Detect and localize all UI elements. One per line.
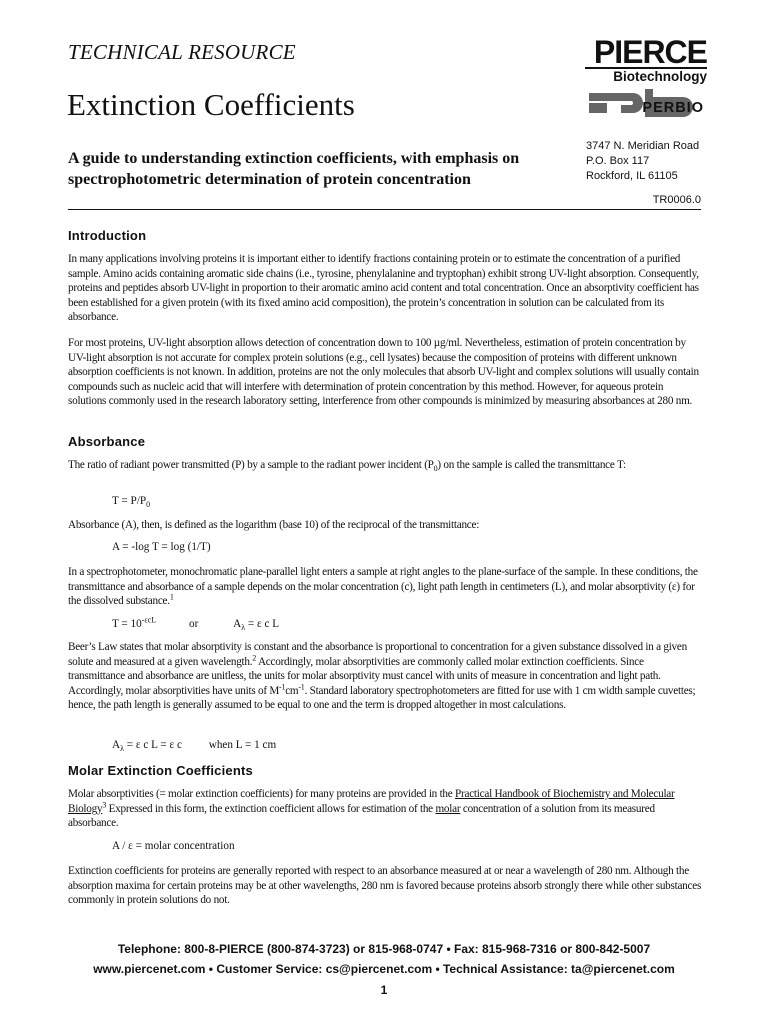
text-run: In a spectrophotometer, monochromatic plane-parallel light enters a sample at right angles to the plane-surface of the sample. In these conditions, the transmittance and absorbance of a sample depends on the molar concentration (c), light path length in centimeters (L), and molar absorptivity (ε) for the dissolved substance. — [68, 566, 698, 608]
superscript: 2 — [252, 652, 257, 662]
text-run: Expressed in this form, the extinction coefficient allows for estimation of the — [106, 802, 436, 815]
superscript: -1 — [279, 682, 286, 692]
page-number: 1 — [380, 983, 388, 997]
text-run: = ε c L — [245, 618, 280, 630]
text-run: concentration of a solution from its measured absorbance. — [68, 802, 655, 830]
molar-paragraph-2: Extinction coefficients for proteins are generally reported with respect to an absorbance measured at or near a wavelength of 280 nm. Although the absorption maxima for certain proteins may be at other wavelengths, 280 nm is favored because proteins absorb strongly there while other substances commonly in protein solutions do not. — [68, 865, 702, 907]
text-run: A — [112, 739, 121, 751]
superscript: 3 — [102, 799, 107, 809]
logo-pierce-text: PIERCE — [593, 34, 707, 70]
superscript: -εcL — [141, 615, 157, 625]
page-subtitle: A guide to understanding extinction coefficients, with emphasis on spectrophotometric determination of protein concentration — [68, 150, 520, 188]
pierce-perbio-logo — [585, 34, 707, 116]
equation-molar-concentration: A / ε = molar concentration — [112, 840, 235, 852]
equation-beer-law — [112, 615, 280, 633]
logo-biotech-text: Biotechnology — [585, 67, 707, 84]
intro-paragraph-2: For most proteins, UV-light absorption allows detection of concentration down to 100 µg/ml. Nevertheless, estimation of protein concentration by UV-light absorption is not accurate for complex protein solutions (e.g., cell lysates) because the composition of proteins with different unknown absorption coefficients is not known. In addition, proteins are not the only molecules that absorb UV-light and complex solutions will usually contain compounds such as nucleic acid that will interfere with determination of protein concentration by this method. However, for aqueous protein solutions commonly used in the research laboratory setting, interference from other compounds is minimized by measuring absorbances at 280 nm. — [68, 337, 699, 408]
header-divider — [68, 209, 701, 210]
absorbance-paragraph-1 — [68, 458, 702, 473]
kicker: TECHNICAL RESOURCE — [68, 40, 296, 64]
text-run: . Standard laboratory spectrophotometers are fitted for use with 1 cm width sample cuvettes; hence, the path length is generally assumed to be equal to one and the term is dropped altogether in most calculations. — [68, 684, 696, 712]
text-run: Molar absorptivities (= molar extinction coefficients) for many proteins are provided in the — [68, 788, 456, 800]
text-run: The ratio of radiant power transmitted (P) by a sample to the radiant power incident (P — [68, 459, 434, 471]
handbook-reference: Practical Handbook of Biochemistry and Molecular Biology — [68, 788, 675, 815]
equation-absorbance: A = -log T = log (1/T) — [112, 541, 211, 553]
footer-web-line: www.piercenet.com • Customer Service: cs@piercenet.com • Technical Assistance: ta@piercenet.com — [93, 962, 675, 976]
section-heading-introduction: Introduction — [68, 228, 147, 243]
text-run: or — [189, 618, 199, 630]
company-address — [586, 139, 699, 184]
text-run: when L = 1 cm — [208, 739, 277, 751]
address-line-3: Rockford, IL 61105 — [586, 170, 678, 182]
absorbance-paragraph-3 — [68, 565, 702, 609]
section-heading-absorbance: Absorbance — [68, 434, 146, 449]
text-run: ) on the sample is called the transmittance T: — [437, 459, 626, 471]
text-run: Beer’s Law states that molar absorptivity is constant and the absorbance is proportional to concentration for a given substance dissolved in a given solute and measured at a given wavelength. — [68, 641, 687, 668]
document-id: TR0006.0 — [652, 194, 701, 206]
section-heading-molar-extinction: Molar Extinction Coefficients — [68, 763, 253, 778]
subscript: λ — [241, 623, 246, 633]
text-run: A — [233, 618, 242, 630]
footer-contact-line: Telephone: 800-8-PIERCE (800-874-3723) or 815-968-0747 • Fax: 815-968-7316 or 800-842-5007 — [117, 942, 651, 956]
text-run: = ε c L = ε c — [123, 739, 182, 751]
superscript: 1 — [169, 592, 174, 602]
absorbance-paragraph-2: Absorbance (A), then, is defined as the logarithm (base 10) of the reciprocal of the transmittance: — [68, 519, 480, 531]
molar-paragraph-1 — [68, 787, 702, 831]
subscript: 0 — [433, 464, 438, 474]
address-line-1: 3747 N. Meridian Road — [586, 140, 700, 152]
underlined-word: molar — [435, 802, 461, 815]
text-run: T = P/P — [112, 495, 147, 507]
subscript: 0 — [146, 500, 151, 510]
logo-perbio-text: PERBIO — [642, 100, 704, 116]
page-title: Extinction Coefficients — [67, 87, 355, 122]
absorbance-paragraph-4 — [68, 640, 702, 713]
text-run: T = 10 — [112, 618, 142, 630]
subscript: λ — [120, 744, 124, 754]
equation-transmittance — [112, 495, 151, 510]
superscript: -1 — [298, 682, 305, 692]
equation-unit-path — [112, 739, 277, 754]
address-line-2: P.O. Box 117 — [586, 155, 650, 167]
text-run: Accordingly, molar absorptivities are commonly called molar extinction coefficients. Since transmittance and absorbance are unitless, the units for molar absorptivity must cancel with units of measure in concentration and light path. Accordingly, molar absorptivities have units of M — [68, 655, 661, 697]
intro-paragraph-1: In many applications involving proteins it is important either to identify fractions containing protein or to estimate the concentration of a purified sample. Amino acids containing aromatic side chains (i.e., tyrosine, phenylalanine and tryptophan) exhibit strong UV-light absorption. Consequently, proteins and peptides absorb UV-light in proportion to their aromatic amino acid content and total concentration. Once an absorptivity coefficient has been established for a given protein (with its fixed amino acid composition), the protein’s concentration in solution can be calculated from its absorbance. — [68, 253, 699, 324]
text-run: cm — [285, 684, 299, 697]
